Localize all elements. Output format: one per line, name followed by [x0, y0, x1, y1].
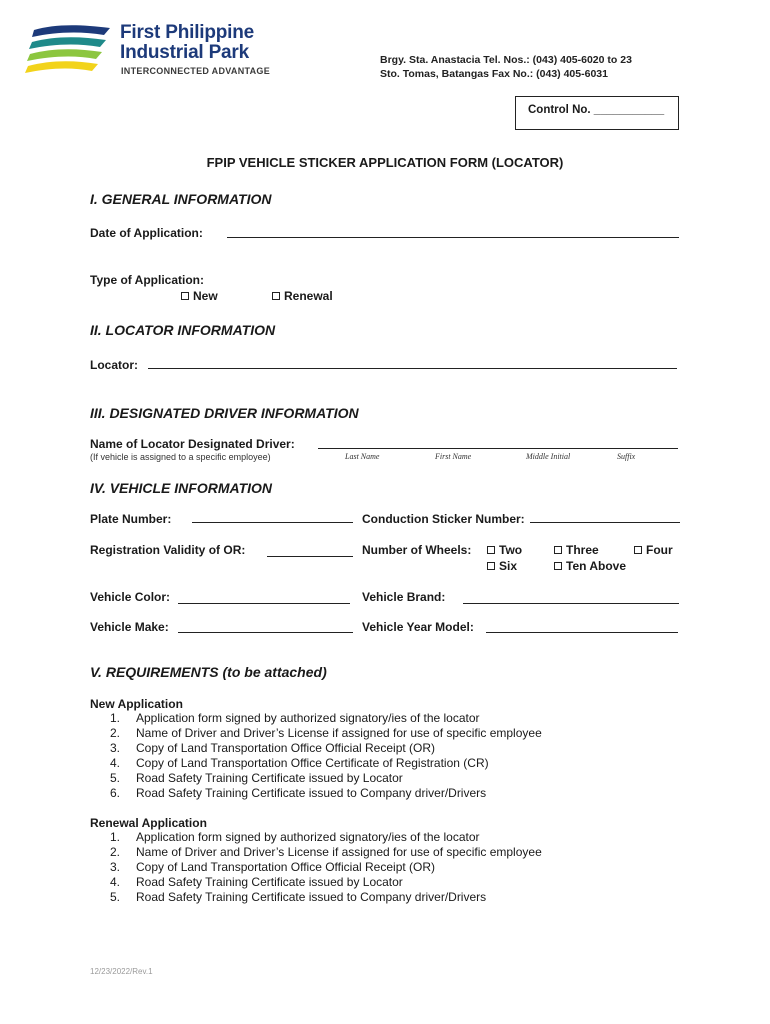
item-text: Copy of Land Transportation Office Official Receipt (OR) — [136, 741, 436, 755]
checkbox-icon — [554, 546, 562, 554]
wheels-two[interactable] — [487, 543, 522, 557]
locator-field[interactable] — [148, 368, 677, 369]
renewal-application-heading: Renewal Application — [90, 816, 207, 830]
vehicle-color-field[interactable] — [178, 603, 350, 604]
driver-name-field[interactable] — [318, 448, 678, 449]
conduction-sticker-field[interactable] — [530, 522, 680, 523]
item-number: 4. — [110, 875, 121, 889]
section-locator-heading: II. LOCATOR INFORMATION — [90, 322, 276, 338]
fpip-logo-icon — [24, 22, 114, 78]
registration-validity-label: Registration Validity of OR: — [90, 543, 246, 557]
section-vehicle-heading: IV. VEHICLE INFORMATION — [90, 480, 273, 496]
date-of-application-field[interactable] — [227, 237, 679, 238]
item-number: 1. — [110, 711, 121, 725]
vehicle-year-model-label: Vehicle Year Model: — [362, 620, 474, 634]
list-item — [110, 771, 542, 786]
conduction-sticker-label: Conduction Sticker Number: — [362, 512, 525, 526]
logo-name-line1: First Philippine — [120, 22, 255, 43]
list-item — [110, 845, 542, 860]
wheels-six-label: Six — [499, 559, 518, 573]
list-item — [110, 756, 542, 771]
item-number: 3. — [110, 741, 121, 755]
item-text: Road Safety Training Certificate issued to Company driver/Drivers — [136, 890, 487, 904]
plate-number-label: Plate Number: — [90, 512, 172, 526]
item-text: Name of Driver and Driver’s License if assigned for use of specific employee — [136, 845, 542, 859]
wheels-six[interactable] — [487, 559, 517, 573]
new-application-heading: New Application — [90, 697, 183, 711]
driver-name-label: Name of Locator Designated Driver: — [90, 437, 295, 451]
item-text: Application form signed by authorized signatory/ies of the locator — [136, 830, 480, 844]
renewal-requirements-list — [110, 830, 542, 905]
item-text: Road Safety Training Certificate issued by Locator — [136, 771, 403, 785]
checkbox-icon — [487, 562, 495, 570]
list-item — [110, 741, 542, 756]
revision-footer: 12/23/2022/Rev.1 — [90, 967, 153, 976]
wheels-three[interactable] — [554, 543, 599, 557]
option-renewal-label: Renewal — [284, 289, 333, 303]
vehicle-brand-field[interactable] — [463, 603, 679, 604]
number-of-wheels-label: Number of Wheels: — [362, 543, 472, 557]
vehicle-color-label: Vehicle Color: — [90, 590, 171, 604]
option-renewal[interactable] — [272, 289, 333, 303]
checkbox-icon — [634, 546, 642, 554]
item-number: 2. — [110, 845, 121, 859]
section-driver-heading: III. DESIGNATED DRIVER INFORMATION — [90, 405, 359, 421]
logo-tagline: INTERCONNECTED ADVANTAGE — [121, 66, 271, 76]
checkbox-icon — [181, 292, 189, 300]
logo-name-line2: Industrial Park — [120, 42, 249, 63]
item-number: 6. — [110, 786, 121, 800]
list-item — [110, 860, 542, 875]
item-number: 5. — [110, 890, 121, 904]
list-item — [110, 875, 542, 890]
checkbox-icon — [554, 562, 562, 570]
suffix-sublabel: Suffix — [617, 452, 636, 461]
option-new[interactable] — [181, 289, 218, 303]
section-general-heading: I. GENERAL INFORMATION — [90, 191, 272, 207]
section-requirements-heading: V. REQUIREMENTS (to be attached) — [90, 664, 327, 680]
wheels-two-label: Two — [499, 543, 523, 557]
item-text: Road Safety Training Certificate issued to Company driver/Drivers — [136, 786, 487, 800]
plate-number-field[interactable] — [192, 522, 353, 523]
first-name-sublabel: First Name — [435, 452, 472, 461]
locator-label: Locator: — [90, 358, 138, 372]
date-of-application-label: Date of Application: — [90, 226, 203, 240]
vehicle-brand-label: Vehicle Brand: — [362, 590, 446, 604]
wheels-ten-above-label: Ten Above — [566, 559, 627, 573]
list-item — [110, 890, 542, 905]
type-of-application-label: Type of Application: — [90, 273, 204, 287]
address-line1: Brgy. Sta. Anastacia Tel. Nos.: (043) 405-6020 to 23 — [380, 54, 632, 66]
option-new-label: New — [193, 289, 218, 303]
form-title: FPIP VEHICLE STICKER APPLICATION FORM (LOCATOR) — [206, 155, 564, 170]
item-text: Road Safety Training Certificate issued by Locator — [136, 875, 403, 889]
address-line2: Sto. Tomas, Batangas Fax No.: (043) 405-6031 — [380, 68, 608, 80]
wheels-four-label: Four — [646, 543, 673, 557]
list-item — [110, 786, 542, 801]
driver-note: (If vehicle is assigned to a specific employee) — [90, 452, 271, 462]
list-item — [110, 830, 542, 845]
new-requirements-list — [110, 711, 542, 801]
item-number: 3. — [110, 860, 121, 874]
list-item — [110, 711, 542, 726]
list-item — [110, 726, 542, 741]
vehicle-make-label: Vehicle Make: — [90, 620, 169, 634]
item-number: 1. — [110, 830, 121, 844]
wheels-ten-above[interactable] — [554, 559, 626, 573]
checkbox-icon — [487, 546, 495, 554]
control-number-label: Control No. ___________ — [528, 104, 665, 116]
item-number: 4. — [110, 756, 121, 770]
last-name-sublabel: Last Name — [345, 452, 380, 461]
item-text: Copy of Land Transportation Office Official Receipt (OR) — [136, 860, 436, 874]
item-number: 2. — [110, 726, 121, 740]
wheels-four[interactable] — [634, 543, 673, 557]
item-text: Copy of Land Transportation Office Certificate of Registration (CR) — [136, 756, 489, 770]
item-text: Application form signed by authorized signatory/ies of the locator — [136, 711, 480, 725]
vehicle-year-model-field[interactable] — [486, 632, 678, 633]
control-number-box[interactable] — [515, 96, 679, 130]
item-number: 5. — [110, 771, 121, 785]
vehicle-make-field[interactable] — [178, 632, 353, 633]
registration-validity-field[interactable] — [267, 556, 353, 557]
wheels-three-label: Three — [566, 543, 599, 557]
item-text: Name of Driver and Driver’s License if assigned for use of specific employee — [136, 726, 542, 740]
middle-initial-sublabel: Middle Initial — [526, 452, 571, 461]
checkbox-icon — [272, 292, 280, 300]
